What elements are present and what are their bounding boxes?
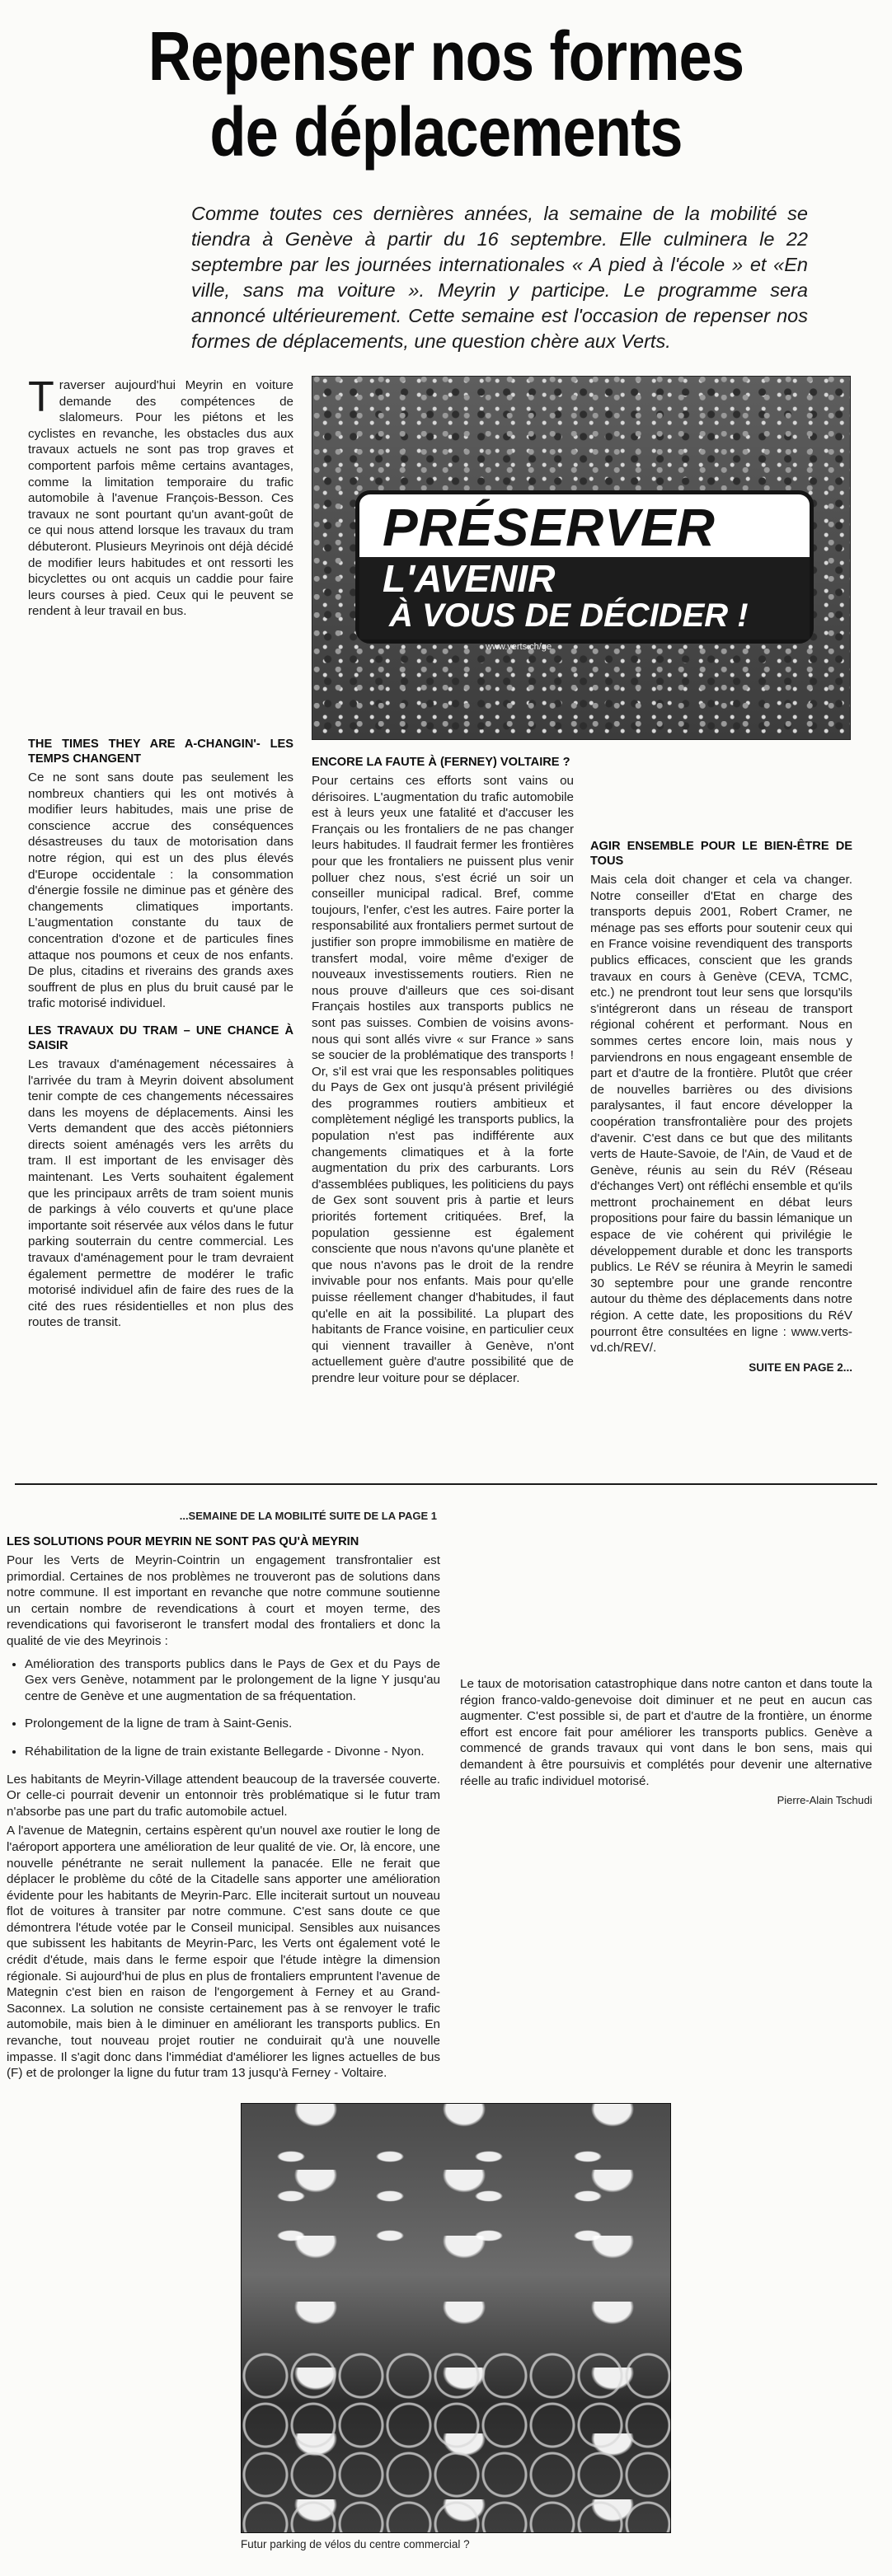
section-text-voltaire: Pour certains ces efforts sont vains ou dérisoires. L'augmentation du trafic automobile est à leurs yeux une fatalité et d'accuser les Français ou les frontaliers de ne pas changer leurs habitudes. Il faudrait fermer les frontières pour que les frontaliers ne puissent plus venir polluer chez nous, s'est écrié un soir un conseiller municipal radical. Bref, comme toujours, l'enfer, c'est les autres. Faire porter la responsabilité aux frontaliers permet surtout de justifier son propre immobilisme en matière de transfert modal, voire même d'exiger de nouveaux investissements routiers. Rien ne nous prouve d'ailleurs que ces soi-disant Français hostiles aux transports publics ne sont pas suisses. Combien de voisins avons-nous qui sont allés vivre « sur France » sans se soucier de la problématique des transports ! Or, s'il est vrai que les responsables politiques du Pays de Gex ont jusqu'à présent privilégié des programmes routiers ambitieux et complètement négligé les transports publics, la population n'est pas indifférente aux changements climatiques et à la forte augmentation du prix des carburants. Lors d'assemblées publiques, les politiciens du pays de Gex sont souvent pris à partie et leurs priorités fortement critiquées. Bref, la population gessienne est également consciente que nous n'avons qu'une planète et que nous n'avons pas le droit de la rendre invivable pour nos enfants. Mais pour qu'elle puisse réellement changer d'habitudes, il faut qu'elle en ait la possibilité. La plupart des habitants de France voisine, en particulier ceux qui viennent travailler à Genève, n'ont actuellement guère d'autre possibilité que de prendre leur voiture pour se déplacer. <box>312 774 574 1385</box>
middle-column <box>312 755 574 1390</box>
section-heading-voltaire: ENCORE LA FAUTE À (FERNEY) VOLTAIRE ? <box>312 756 570 769</box>
drop-cap: T <box>28 373 54 421</box>
intro-paragraph <box>28 373 293 620</box>
lead-paragraph: Comme toutes ces dernières années, la semaine de la mobilité se tiendra à Genève à partir du 16 septembre. Elle culminera le 22 septembre par les journées internationales « A pied à l'école » et «En ville, sans ma voiture ». Meyrin y participe. Le programme sera annoncé ultérieurement. Cette semaine est l'occasion de repenser nos formes de déplacements, une question chère aux Verts. <box>191 203 808 352</box>
part2-paragraph-2: Les habitants de Meyrin-Village attendent beaucoup de la traversée couverte. Or celle-ci pourrait devenir un entonnoir très problématique si le futur tram n'absorbe pas une part du trafic automobile actuel. <box>7 1772 440 1819</box>
part2-paragraph-1: Pour les Verts de Meyrin-Cointrin un engagement transfrontalier est primordial. Certaines de nos problèmes ne trouveront pas de solutions dans notre commune. Il est important en revanche que notre commune soutienne un certain nombre de revendications à court et moyen terme, des revendications qui favoriseront le transfert modal des frontaliers et donc la qualité de vie des Meyrinois : <box>7 1553 440 1648</box>
article-title <box>63 18 830 170</box>
part2-right-column <box>460 1676 872 1809</box>
demand-item: • Prolongement de la ligne de tram à Saint-Genis. <box>25 1716 440 1732</box>
bike-parking-photo <box>241 2103 671 2533</box>
poster-line-3: À VOUS DE DÉCIDER ! <box>389 597 749 634</box>
section-text-tram: Les travaux d'aménagement nécessaires à l'arrivée du tram à Meyrin doivent absolument tenir compte de ces changements nécessaires dans les moyens de déplacements. Ainsi les Verts demandent que des accès piétonniers directs soient aménagés vers les arrêts du tram. Il est important de les envisager dès maintenant. Les Verts souhaitent également que les principaux arrêts de tram soient munis de parkings à vélo couverts et qu'une place importante soit réservée aux vélos dans le futur parking souterrain du centre commercial. Les travaux d'aménagement pour le tram devraient également permettre de modérer le trafic motorisé individuel afin de faire des rues de la cité des rues résidentielles et non plus des routes de transit. <box>28 1056 293 1330</box>
section-text-ensemble: Mais cela doit changer et cela va changer. Notre conseiller d'Etat en charge des transports depuis 2001, Robert Cramer, ne ménage pas ses efforts pour soutenir ceux qui en France voisine revendiquent des transports publics efficaces, conscient que les grands travaux en cours à Genève (CEVA, TCMC, etc.) ne prendront tout leur sens que lorsqu'ils s'intégreront dans un réseau de transport régional cohérent et performant. Nous en sommes certes encore loin, mais nous y parviendrons en nous engageant ensemble de part et d'autre de la frontière. Plutôt que créer de nouvelles barrières ou des divisions paralysantes, il faut encore développer la coopération transfrontalière pour des projets d'avenir. C'est dans ce but que des militants verts de Haute-Savoie, de l'Ain, de Vaud et de Genève, réunis au sein du RéV (Réseau d'échanges Vert) ont réfléchi ensemble et qu'ils mettront prochainement en débat leurs propositions pour faire du bassin lémanique un espace de vie cohérent qui privilégie le développement durable et donc les transports publics. Le RéV se réunira à Meyrin le samedi 30 septembre pour une grande rencontre autour du thème des déplacements dans notre région. A cette date, les propositions du RéV pourront être consultées en ligne : www.verts-vd.ch/REV/. <box>590 873 852 1356</box>
part2-heading: LES SOLUTIONS POUR MEYRIN NE SONT PAS QU'À MEYRIN <box>7 1535 359 1548</box>
poster-line-1: PRÉSERVER <box>383 498 716 557</box>
right-column <box>590 839 852 1375</box>
poster-photo <box>312 376 851 740</box>
section-heading-ensemble: AGIR ENSEMBLE POUR LE BIEN-ÊTRE DE TOUS <box>590 840 852 868</box>
left-column <box>28 725 293 1334</box>
bicycles <box>242 2351 670 2532</box>
author-signature: Pierre-Alain Tschudi <box>777 1794 872 1807</box>
poster-line-2: L'AVENIR <box>383 557 556 600</box>
section-heading-tram: LES TRAVAUX DU TRAM – UNE CHANCE À SAISIR <box>28 1023 293 1052</box>
title-line-2: de déplacements <box>209 93 683 171</box>
page-divider <box>15 1483 877 1485</box>
title-line-1: Repenser nos formes <box>148 17 744 95</box>
poster-url: www.verts.ch/ge <box>486 642 552 652</box>
ceiling-lights <box>242 2137 670 2260</box>
section-text-times: Ce ne sont sans doute pas seulement les nombreux chantiers qui les ont motivés à modifier leurs habitudes, mais une prise de conscience accrue des conséquences désastreuses du taux de motorisation dans notre région, qui est un des plus élevés d'Europe occidentale : la consommation d'énergie fossile ne diminue pas et génère des changements climatiques importants. L'augmentation constante du taux de concentration d'ozone et de particules fines attaque nos poumons et ceux de nos enfants. De plus, citadins et riverains des grands axes souffrent de plus en plus du bruit causé par le trafic motorisé individuel. <box>28 770 293 1011</box>
continuation-kicker: ...SEMAINE DE LA MOBILITÉ SUITE DE LA PAGE 1 <box>179 1510 437 1522</box>
demand-item: • Réhabilitation de la ligne de train existante Bellegarde - Divonne - Nyon. <box>25 1744 440 1760</box>
part2-paragraph-4: Le taux de motorisation catastrophique dans notre canton et dans toute la région franco-valdo-genevoise doit diminuer et ne peut en aucun cas augmenter. C'est possible si, de part et d'autre de la frontière, un énorme effort est encore fait pour améliorer les transports publics. Genève a commencé de grands travaux qui vont dans le bon sens, mais qui demandent à être poursuivis et complétés pour devenir une alternative réelle au trafic individuel motorisé. <box>460 1677 872 1788</box>
demand-item: • Amélioration des transports publics dans le Pays de Gex et du Pays de Gex vers Genève, notamment par le prolongement de la ligne Y jusqu'au centre de Genève et une augmentation de sa fréquentation. <box>25 1656 440 1705</box>
intro-column <box>28 373 293 623</box>
continued-note: SUITE EN PAGE 2... <box>749 1361 852 1374</box>
part2-paragraph-3: A l'avenue de Mategnin, certains espèrent qu'un nouvel axe routier le long de l'aéroport apportera une amélioration de leur qualité de vie. Or, là encore, une nouvelle pénétrante ne serait nullement la panacée. Elle ne ferait que déplacer le problème du côté de la Citadelle sans apporter une amélioration évidente pour les habitants de Meyrin-Parc. Elle inciterait surtout un nouveau flot de voitures à transiter par notre commune. C'est sans doute ce que démontrera l'étude votée par le Conseil municipal. Sensibles aux nuisances que subissent les habitants de Meyrin-Parc, les Verts ont également voté le crédit d'étude, mais dans le ferme espoir que l'étude intègre la dimension régionale. Si aujourd'hui de plus en plus de frontaliers empruntent l'avenue de Mategnin c'est bien en raison de l'engorgement à Ferney et au Grand-Saconnex. La solution ne consiste certainement pas à se renvoyer le trafic automobile, mais bien à le diminuer en améliorant les transports publics. En revanche, tout nouveau projet routier ne conduirait qu'à une nouvelle impasse. Il s'agit donc dans l'immédiat d'améliorer les lignes actuelles de bus (F) et de prolonger la ligne du futur tram 13 jusqu'à Ferney - Voltaire. <box>7 1824 440 2081</box>
demands-list <box>7 1656 440 1760</box>
section-heading-times: THE TIMES THEY ARE A-CHANGIN'- LES TEMPS CHANGENT <box>28 738 293 766</box>
photo-caption: Futur parking de vélos du centre commercial ? <box>241 2538 470 2550</box>
poster-sign <box>355 490 814 644</box>
intro-text: raverser aujourd'hui Meyrin en voiture demande des compétences de slalomeurs. Pour les piétons et les cyclistes en revanche, les obstacles dus aux travaux actuels ne sont pas trop graves et comportent parfois même certains avantages, comme la limitation temporaire du trafic automobile à l'avenue François-Besson. Ces travaux ne sont pourtant qu'un avant-goût de ce qui nous attend lorsque les travaux du tram débuteront. Plusieurs Meyrinois ont déjà décidé de modifier leurs habitudes et ont ressorti les bicyclettes ou ont acquis un caddie pour faire leurs courses à pied. Ceux qui le peuvent se rendent à leur travail en bus. <box>28 378 293 619</box>
part2-left-column <box>7 1534 440 2085</box>
